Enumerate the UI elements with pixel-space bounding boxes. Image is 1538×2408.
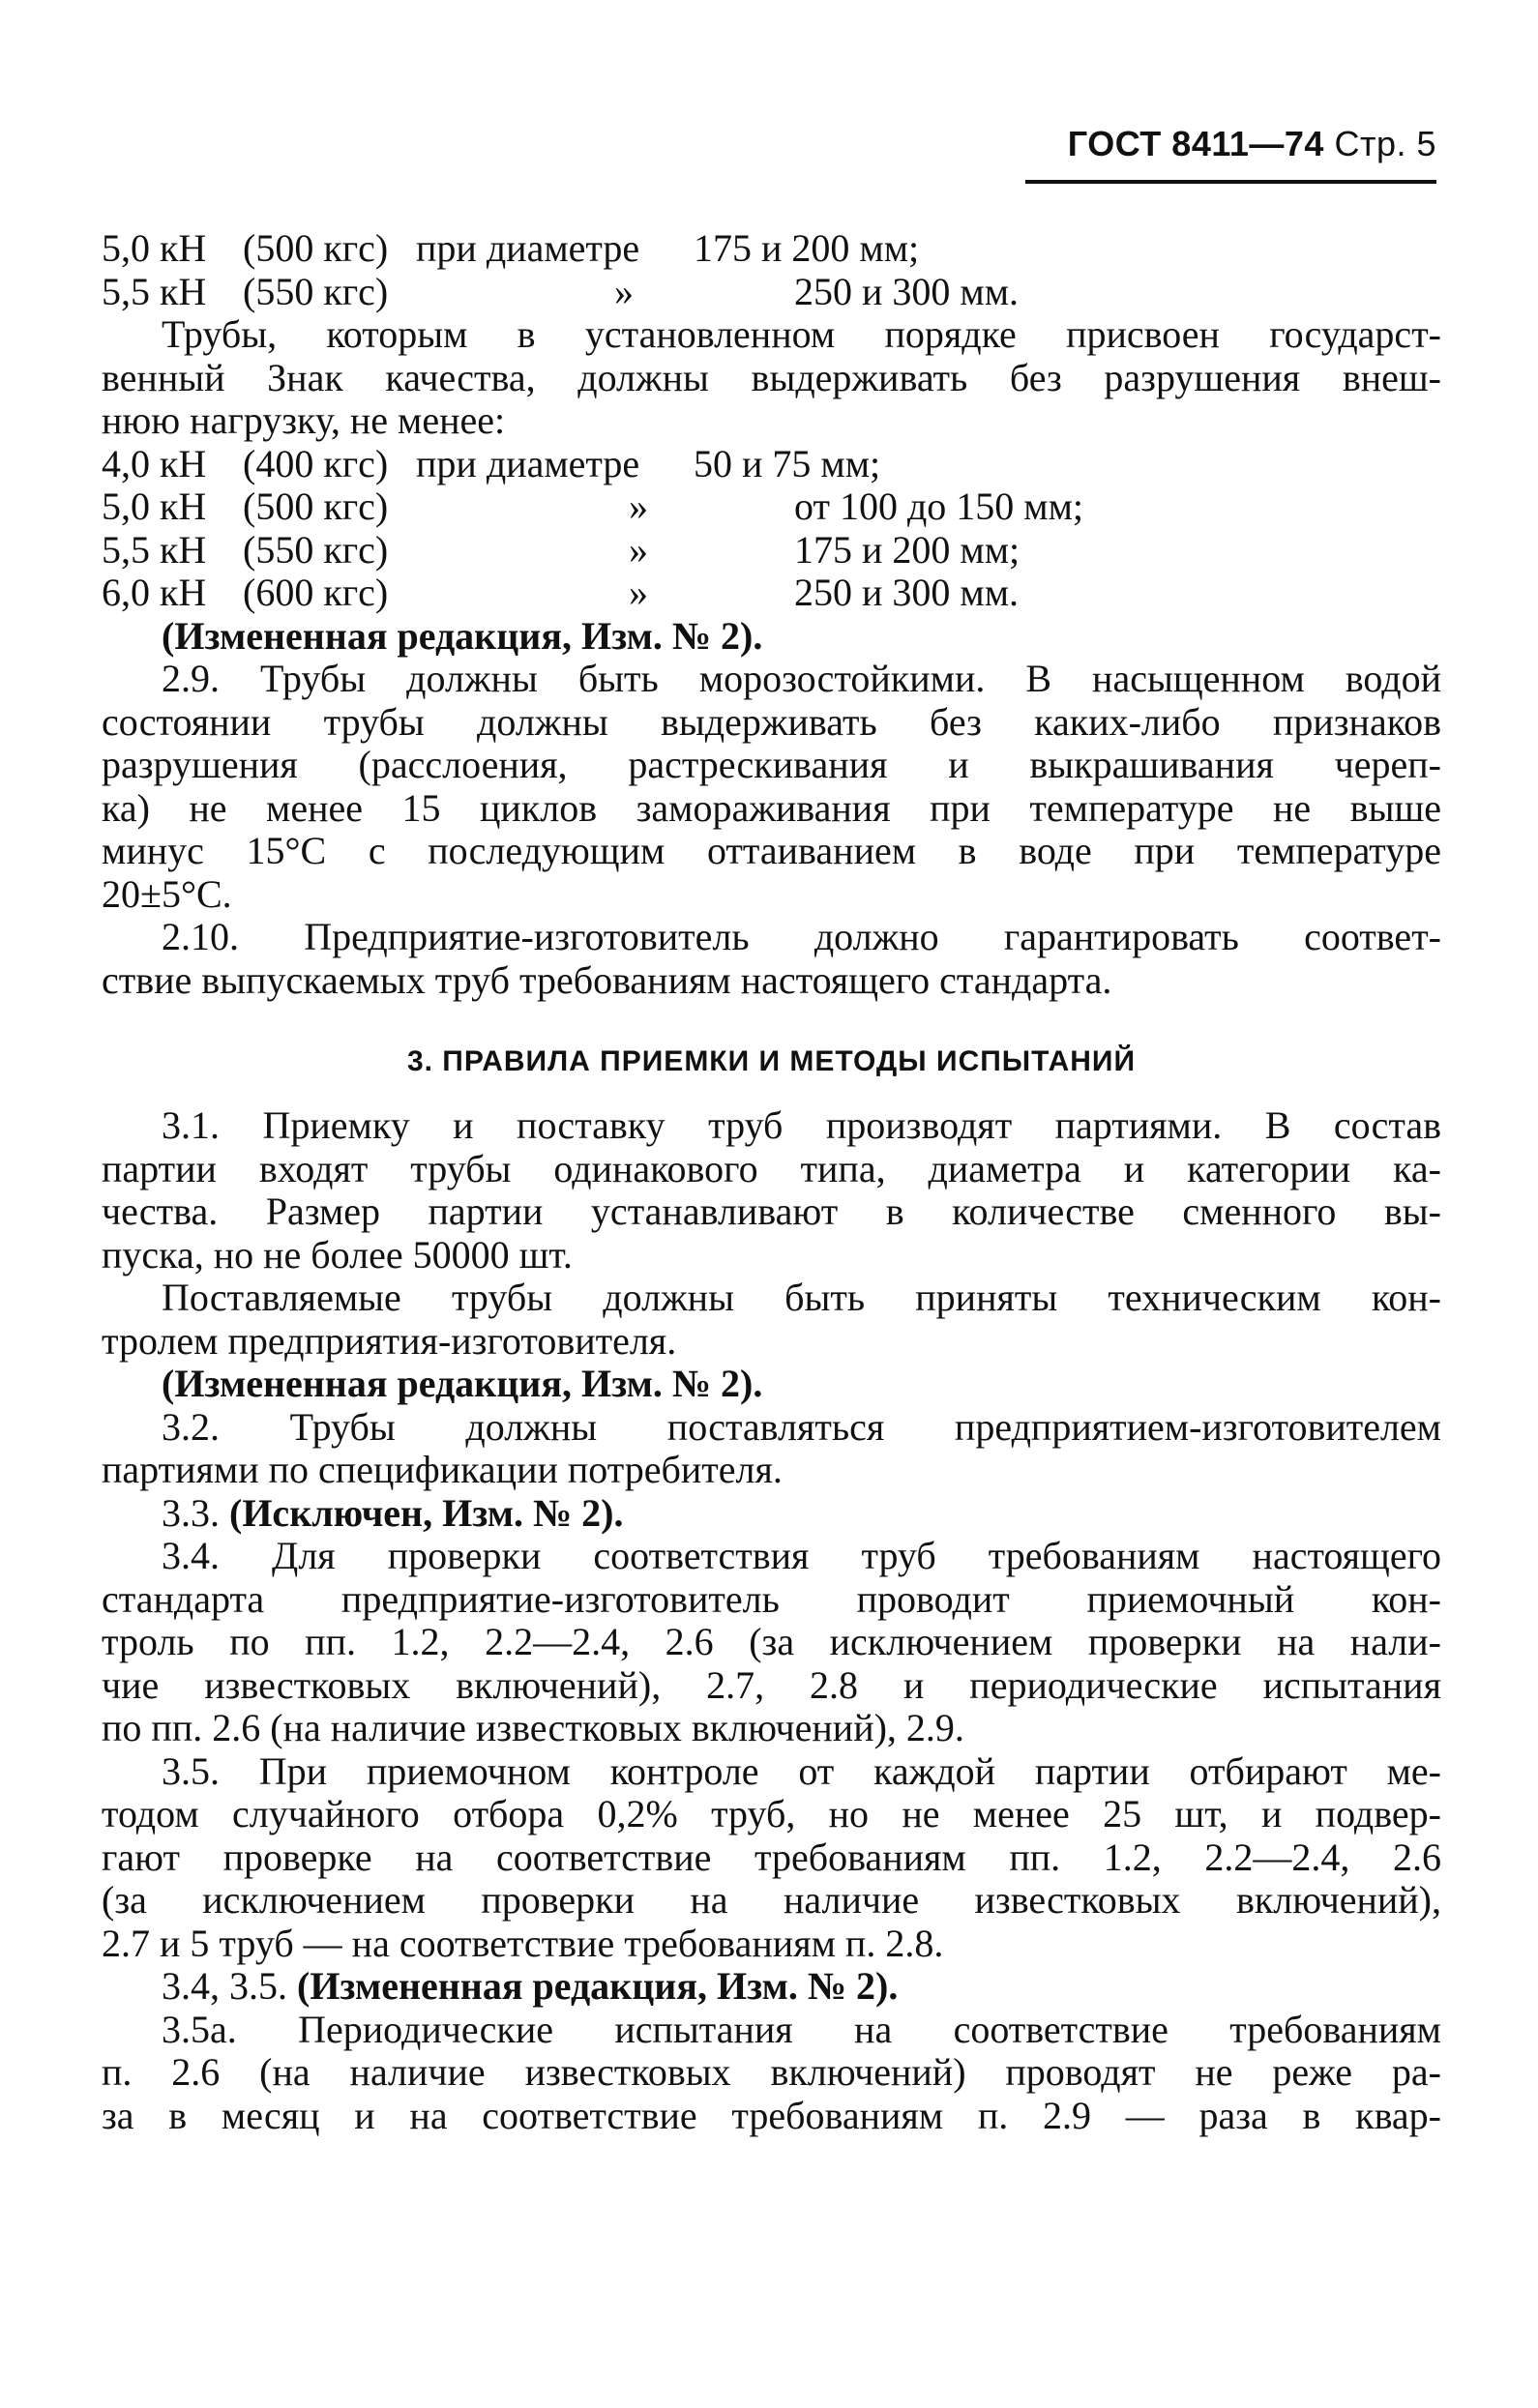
section-heading: 3. ПРАВИЛА ПРИЕМКИ И МЕТОДЫ ИСПЫТАНИЙ xyxy=(406,1045,1137,1077)
text-line: венный Знак качества, должны выдерживать без разрушения внеш- xyxy=(102,355,1441,399)
text-line: троль по пп. 1.2, 2.2—2.4, 2.6 (за исключением проверки на нали- xyxy=(102,1620,1441,1663)
text-line: 3.1. Приемку и поставку труб производят партиями. В состав xyxy=(162,1103,1441,1147)
text-line: партии входят трубы одинакового типа, диаметра и категории ка- xyxy=(102,1146,1441,1190)
text-line: 3.2. Трубы должны поставляться предприятием-изготовителем xyxy=(162,1404,1441,1449)
clause-text: (Измененная редакция, Изм. № 2). xyxy=(297,1964,899,2008)
load-prep: при диаметре xyxy=(416,441,640,485)
text-line: минус 15°С с последующим оттаиванием в воде при температуре xyxy=(102,829,1441,872)
text-line: ствие выпускаемых труб требованиям настоящего стандарта. xyxy=(102,957,1112,1002)
amendment-note xyxy=(102,1965,1441,2009)
clause-3-5a xyxy=(102,2009,1441,2138)
load-kgs: (500 кгс) xyxy=(243,485,389,528)
clause-3-2 xyxy=(102,1406,1441,1492)
load-line xyxy=(102,271,1441,314)
load-line xyxy=(102,572,1441,615)
text-line: тодом случайного отбора 0,2% труб, но не менее 25 шт, и подвер- xyxy=(102,1792,1441,1835)
clause-3-1 xyxy=(102,1104,1441,1277)
text-line: чества. Размер партии устанавливают в количестве сменного вы- xyxy=(102,1189,1441,1233)
load-range: 175 и 200 мм; xyxy=(694,226,920,270)
clause-3-4 xyxy=(102,1535,1441,1750)
text-line: состоянии трубы должны выдерживать без каких-либо признаков xyxy=(102,699,1441,744)
load-value: 4,0 кН xyxy=(102,441,207,485)
text-line: п. 2.6 (на наличие известковых включений) проводят не реже ра- xyxy=(102,2050,1441,2094)
load-line xyxy=(102,227,1441,271)
text-line: 3.4. Для проверки соответствия труб требованиям настоящего xyxy=(162,1534,1441,1577)
text-line: 2.9. Трубы должны быть морозостойкими. В насыщенном водой xyxy=(162,657,1441,700)
standard-title: ГОСТ 8411—74 xyxy=(1067,124,1324,163)
load-range: от 100 до 150 мм; xyxy=(794,485,1084,528)
quality-paragraph xyxy=(102,313,1441,443)
load-value: 5,0 кН xyxy=(102,485,207,528)
text-line: нюю нагрузку, не менее: xyxy=(102,398,506,442)
load-kgs: (600 кгс) xyxy=(243,571,389,614)
header-rule xyxy=(1025,180,1436,184)
load-value: 5,0 кН xyxy=(102,226,207,270)
text-line: ка) не менее 15 циклов замораживания при температуре не выше xyxy=(102,785,1441,830)
load-range: 50 и 75 мм; xyxy=(694,441,881,485)
load-line xyxy=(102,485,1441,529)
amendment-note: (Измененная редакция, Изм. № 2). xyxy=(162,613,763,658)
clause-2-10 xyxy=(102,916,1441,1002)
clause-3-5 xyxy=(102,1750,1441,1966)
text-line: стандарта предприятие-изготовитель проводит приемочный кон- xyxy=(102,1576,1441,1621)
text-line: 3.5а. Периодические испытания на соответствие требованиям xyxy=(162,2007,1441,2051)
load-line xyxy=(102,443,1441,486)
document-body xyxy=(102,227,1441,2137)
load-value: 5,5 кН xyxy=(102,269,207,313)
text-line: за в месяц и на соответствие требованиям п. 2.9 — раза в квар- xyxy=(102,2093,1441,2137)
text-line: (за исключением проверки на наличие известковых включений), xyxy=(102,1878,1441,1922)
ditto-mark: » xyxy=(629,527,648,572)
text-line: разрушения (расслоения, растрескивания и выкрашивания череп- xyxy=(102,743,1441,786)
clause-number: 3.4, 3.5. xyxy=(162,1964,287,2008)
load-value: 5,5 кН xyxy=(102,527,207,572)
load-kgs: (500 кгс) xyxy=(243,226,389,270)
clause-3-1-continued xyxy=(102,1277,1441,1363)
load-line xyxy=(102,529,1441,573)
load-kgs: (550 кгс) xyxy=(243,269,389,313)
ditto-mark: » xyxy=(629,571,648,614)
text-line: тролем предприятия-изготовителя. xyxy=(102,1318,677,1363)
load-kgs: (550 кгс) xyxy=(243,527,389,572)
ditto-mark: » xyxy=(629,485,648,528)
text-line: Поставляемые трубы должны быть приняты техническим кон- xyxy=(162,1276,1441,1319)
ditto-mark: » xyxy=(614,269,634,313)
text-line: Трубы, которым в установленном порядке присвоен государст- xyxy=(162,312,1441,356)
text-line: 2.7 и 5 труб — на соответствие требованиям п. 2.8. xyxy=(102,1921,944,1965)
load-range: 175 и 200 мм; xyxy=(794,527,1020,572)
clause-text: (Исключен, Изм. № 2). xyxy=(229,1490,624,1535)
load-range: 250 и 300 мм. xyxy=(794,571,1020,614)
text-line: партиями по спецификации потребителя. xyxy=(102,1448,783,1491)
text-line: 3.5. При приемочном контроле от каждой партии отбирают ме- xyxy=(162,1748,1441,1793)
load-range: 250 и 300 мм. xyxy=(794,269,1020,313)
text-line: чие известковых включений), 2.7, 2.8 и периодические испытания xyxy=(102,1662,1441,1707)
text-line: пуска, но не более 50000 шт. xyxy=(102,1232,573,1277)
clause-number: 3.3. xyxy=(162,1490,220,1535)
section-gap xyxy=(102,1002,1441,1031)
text-line: 20±5°С. xyxy=(102,871,232,916)
page-number: Стр. 5 xyxy=(1334,124,1436,163)
text-line: гают проверке на соответствие требованиям пп. 1.2, 2.2—2.4, 2.6 xyxy=(102,1835,1441,1879)
amendment-note: (Измененная редакция, Изм. № 2). xyxy=(162,1362,763,1405)
clause-3-3 xyxy=(102,1492,1441,1536)
text-line: по пп. 2.6 (на наличие известковых включений), 2.9. xyxy=(102,1706,964,1749)
load-value: 6,0 кН xyxy=(102,571,207,614)
load-prep: при диаметре xyxy=(416,226,640,270)
load-kgs: (400 кгс) xyxy=(243,441,389,485)
clause-2-9 xyxy=(102,658,1441,916)
page-header xyxy=(1068,124,1436,164)
text-line: 2.10. Предприятие-изготовитель должно гарантировать соответ- xyxy=(162,915,1441,958)
